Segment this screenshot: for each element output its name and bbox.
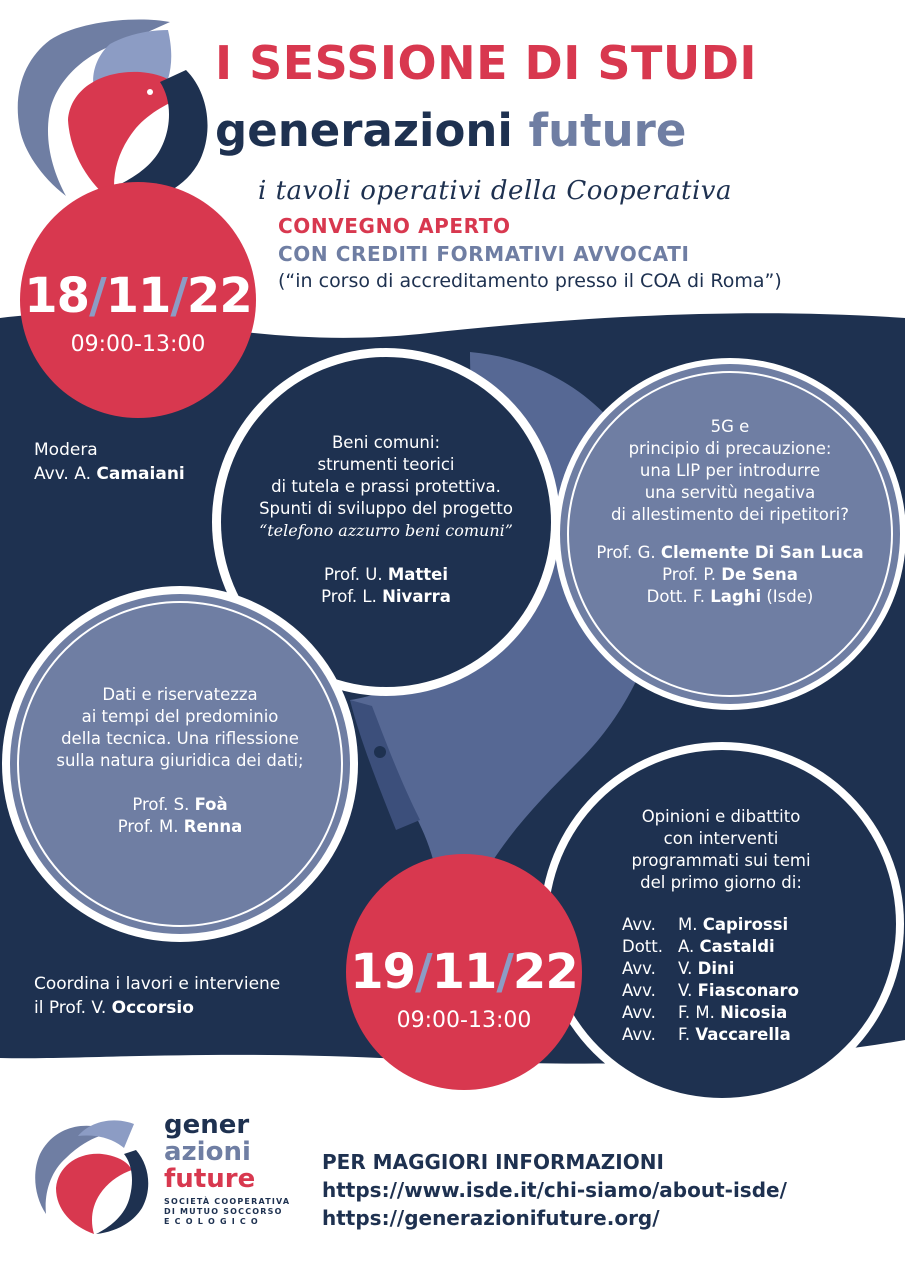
speaker: Prof. P. De Sena — [662, 565, 798, 584]
moderator-line: Avv. A. Camaiani — [34, 464, 185, 484]
session-opinioni-line: Opinioni e dibattito — [641, 807, 801, 826]
convegno-line1: CONVEGNO APERTO — [278, 214, 511, 238]
info-link-generazionifuture[interactable]: https://generazionifuture.org/ — [322, 1206, 660, 1230]
title-future: future — [528, 104, 687, 157]
header-logo-icon — [18, 19, 208, 204]
day2-time: 09:00-13:00 — [396, 1008, 532, 1033]
speaker: Prof. U. Mattei — [323, 565, 449, 584]
moderator-block — [34, 438, 185, 486]
speaker: Avv. F. Vaccarella — [622, 1025, 791, 1044]
info-title: PER MAGGIORI INFORMAZIONI — [322, 1150, 664, 1174]
session-opinioni-speakers — [622, 914, 882, 1046]
session-5g-line: 5G e — [710, 417, 750, 436]
session-beni-line: strumenti teorici — [317, 455, 455, 474]
session-dati-line: ai tempi del predominio — [81, 707, 279, 726]
title-line1: I SESSIONE DI STUDI — [215, 36, 758, 90]
speaker: Prof. S. Foà — [132, 795, 228, 814]
speaker: Prof. G. Clemente Di San Luca — [596, 543, 864, 562]
speaker: Prof. M. Renna — [117, 817, 243, 836]
logo-word-future: future — [164, 1164, 256, 1194]
speaker: Avv. F. M. Nicosia — [622, 1003, 788, 1022]
footer-logo-icon — [35, 1120, 148, 1234]
day1-date: 18/11/22 — [24, 268, 252, 324]
speaker: Avv. V. Dini — [622, 959, 735, 978]
convegno-line2: CON CREDITI FORMATIVI AVVOCATI — [278, 242, 690, 266]
session-dati-line: Dati e riservatezza — [102, 685, 258, 704]
convegno-line3: (“in corso di accreditamento presso il COA di Roma”) — [278, 270, 782, 292]
speaker: Avv. M. Capirossi — [622, 915, 789, 934]
coordinator-block — [34, 972, 280, 1020]
logo-word-gener: gener — [164, 1110, 250, 1140]
speaker: Dott. F. Laghi (Isde) — [646, 587, 814, 606]
moderator-label: Modera — [34, 440, 98, 460]
session-beni-project: “telefono azzurro beni comuni” — [259, 521, 513, 540]
day1-time: 09:00-13:00 — [70, 332, 206, 357]
session-5g-text — [568, 416, 892, 608]
session-5g-line: una servitù negativa — [644, 483, 816, 502]
coordinator-line1: Coordina i lavori e interviene — [34, 974, 281, 994]
session-opinioni-line: del primo giorno di: — [640, 873, 802, 892]
speaker: Prof. L. Nivarra — [321, 587, 451, 606]
info-link-isde[interactable]: https://www.isde.it/chi-siamo/about-isde/ — [322, 1178, 787, 1202]
session-opinioni-text — [576, 806, 866, 894]
session-dati-text — [20, 684, 340, 838]
title-generazioni: generazioni — [215, 104, 513, 157]
session-beni-text — [226, 432, 546, 608]
session-beni-line: Beni comuni: — [331, 433, 441, 452]
title-line2 — [215, 104, 895, 157]
session-5g-line: una LIP per introdurre — [639, 461, 821, 480]
session-opinioni-line: con interventi — [663, 829, 779, 848]
footer-logo-text — [164, 1112, 290, 1227]
day2-date: 19/11/22 — [350, 944, 578, 1000]
session-opinioni-line: programmati sui temi — [631, 851, 811, 870]
session-dati-line: della tecnica. Una riflessione — [61, 729, 299, 748]
logo-sub1: SOCIETÀ COOPERATIVA — [164, 1197, 291, 1206]
session-5g-line: principio di precauzione: — [628, 439, 832, 458]
session-beni-line: di tutela e prassi protettiva. — [271, 477, 501, 496]
logo-sub3: E C O L O G I C O — [164, 1217, 259, 1226]
session-beni-line: Spunti di sviluppo del progetto — [259, 499, 513, 518]
session-dati-line: sulla natura giuridica dei dati; — [56, 751, 304, 770]
speaker: Dott. A. Castaldi — [622, 937, 775, 956]
logo-word-azioni: azioni — [164, 1137, 251, 1167]
tagline: i tavoli operativi della Cooperativa — [258, 176, 732, 206]
session-5g-line: di allestimento dei ripetitori? — [610, 505, 850, 524]
dolphin-eye — [374, 746, 386, 758]
speaker: Avv. V. Fiasconaro — [622, 981, 800, 1000]
logo-sub2: DI MUTUO SOCCORSO — [164, 1207, 283, 1216]
coordinator-line2: il Prof. V. Occorsio — [34, 998, 194, 1018]
